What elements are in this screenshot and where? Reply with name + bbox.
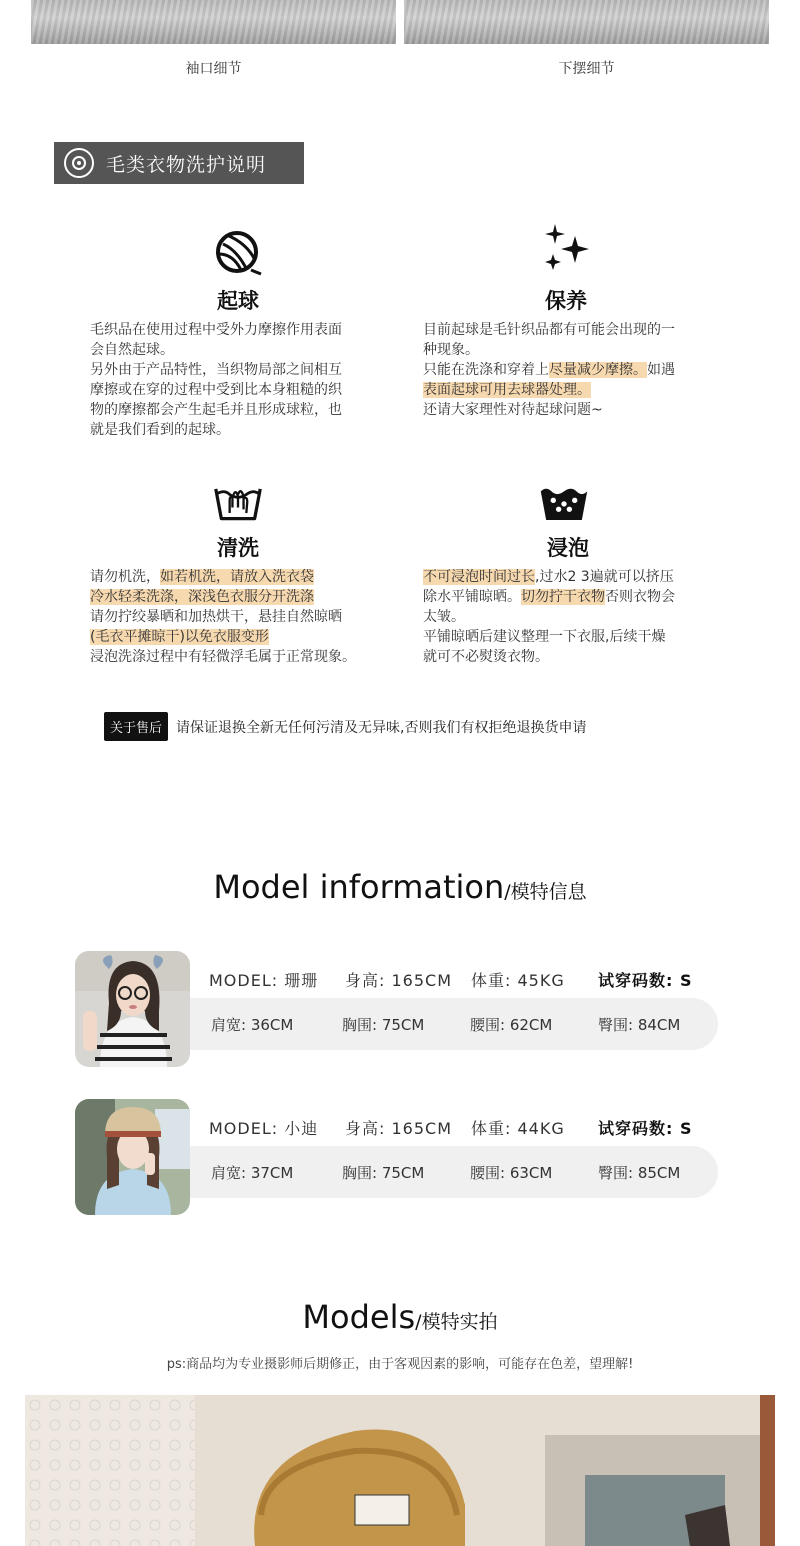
hem-detail-caption: 下摆细节 — [558, 61, 615, 77]
hem-detail-photo — [404, 0, 769, 44]
model-measurements — [190, 1146, 718, 1198]
model-card — [75, 1099, 720, 1215]
maintenance-title: 保养 — [545, 289, 587, 313]
model-shoulder: 肩宽: 36CM — [211, 1015, 294, 1034]
sheep-logo-icon — [64, 148, 94, 178]
washing-title: 清洗 — [217, 536, 259, 560]
cuff-detail-caption: 袖口细节 — [185, 61, 242, 77]
care-header-title: 毛类衣物洗护说明 — [106, 153, 267, 176]
model-waist: 腰围: 63CM — [470, 1163, 553, 1182]
model-size: 试穿码数: S — [598, 971, 693, 990]
sparkle-icon — [541, 222, 591, 272]
soaking-title: 浸泡 — [547, 536, 589, 560]
model-avatar — [75, 1099, 190, 1215]
yarn-ball-icon — [213, 228, 263, 278]
model-hip: 臀围: 85CM — [598, 1163, 681, 1182]
washing-text: 请勿机洗，如若机洗，请放入洗衣袋 冷水轻柔洗涤，深浅色衣服分开洗涤 请勿拧绞暴晒和加热烘干，悬挂自然晾晒 (毛衣平摊晾干)以免衣服变形 浸泡洗涤过程中有轻微浮毛属于正常现象。 — [90, 569, 356, 665]
after-sale-text: 请保证退换全新无任何污清及无异味,否则我们有权拒绝退换货申请 — [176, 719, 587, 736]
color-disclaimer-note: ps:商品均为专业摄影师后期修正，由于客观因素的影响，可能存在色差，望理解! — [166, 1357, 634, 1372]
model-card — [75, 951, 720, 1067]
model-shoulder: 肩宽: 37CM — [211, 1163, 294, 1182]
maintenance-text: 目前起球是毛针织品都有可能会出现的一 种现象。 只能在洗涤和穿着上尽量减少摩擦。如遇 表面起球可用去球器处理。 还请大家理性对待起球问题~ — [423, 322, 675, 418]
models-title-en: Models — [302, 1298, 416, 1336]
model-weight: 体重: 45KG — [471, 971, 565, 990]
model-name: MODEL: 小迪 — [209, 1119, 319, 1138]
model-info-title-cn: /模特信息 — [504, 881, 587, 903]
models-title-cn: /模特实拍 — [415, 1311, 498, 1333]
model-avatar — [75, 951, 190, 1067]
hand-wash-icon — [213, 476, 263, 526]
care-instructions-header — [54, 142, 304, 184]
pilling-text: 毛织品在使用过程中受外力摩擦作用表面 会自然起球。 另外由于产品特性，当织物局部之间相互 摩擦或在穿的过程中受到比本身粗糙的织 物的摩擦都会产生起毛并且形成球粒，也 就是我们看到的起球。 — [90, 322, 342, 438]
model-size: 试穿码数: S — [598, 1119, 693, 1138]
soak-basin-icon — [539, 478, 589, 528]
models-section-title — [0, 1298, 800, 1336]
model-height: 身高: 165CM — [345, 1119, 452, 1138]
after-sale-notice — [104, 712, 586, 741]
model-waist: 腰围: 62CM — [470, 1015, 553, 1034]
model-height: 身高: 165CM — [345, 971, 452, 990]
soaking-text: 不可浸泡时间过长,过水2 3遍就可以挤压 除水平铺晾晒。切勿拧干衣物否则衣物会 太皱。 平铺晾晒后建议整理一下衣服,后续干燥 就可不必熨烫衣物。 — [423, 569, 675, 665]
model-bust: 胸围: 75CM — [342, 1163, 425, 1182]
pilling-title: 起球 — [217, 289, 259, 313]
model-name: MODEL: 珊珊 — [209, 971, 319, 990]
model-basic-stats — [209, 968, 693, 991]
cuff-detail-photo — [31, 0, 396, 44]
model-measurements — [190, 998, 718, 1050]
model-info-title-en: Model information — [213, 868, 505, 906]
model-photo — [25, 1395, 775, 1546]
model-info-title — [0, 868, 800, 906]
model-hip: 臀围: 84CM — [598, 1015, 681, 1034]
model-weight: 体重: 44KG — [471, 1119, 565, 1138]
after-sale-badge: 关于售后 — [104, 712, 168, 741]
model-bust: 胸围: 75CM — [342, 1015, 425, 1034]
model-basic-stats — [209, 1116, 693, 1139]
